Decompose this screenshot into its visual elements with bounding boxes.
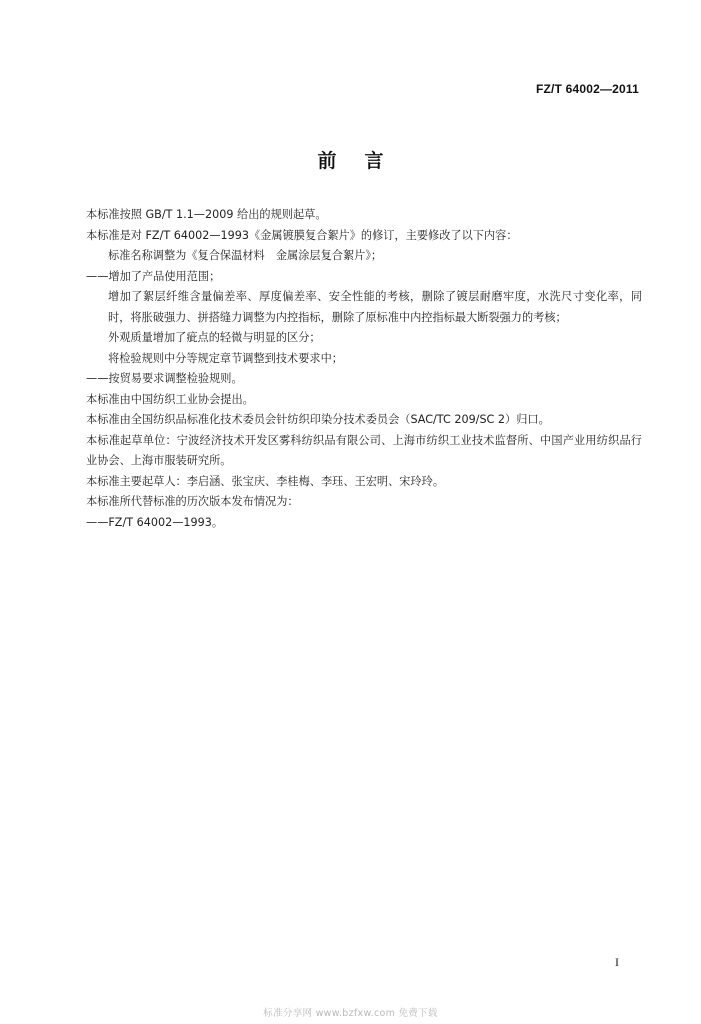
paragraph-appearance-quality: 外观质量增加了疵点的轻微与明显的区分； xyxy=(108,331,321,344)
page-number: I xyxy=(615,955,619,969)
paragraph-name-change: 标准名称调整为《复合保温材料 金属涂层复合絮片》； xyxy=(108,249,383,262)
paragraph-inspection-grading: 将检验规则中分等规定章节调整到技术要求中； xyxy=(108,351,343,365)
paragraph-trade-inspection: ——按贸易要求调整检验规则。 xyxy=(86,372,243,385)
paragraph-administered-by: 本标准由全国纺织品标准化技术委员会针纺织印染分技术委员会（SAC/TC 209/SC 2）归口。 xyxy=(86,413,550,426)
paragraph-previous-editions: 本标准所代替标准的历次版本发布情况为： xyxy=(86,495,299,508)
page-title: 前言 xyxy=(317,150,412,172)
paragraph-drafting-units: 本标准起草单位：宁波经济技术开发区雾科纺织品有限公司、上海市纺织工业技术监督所、中国产业用纺织品行业协会、上海市服装研究所。 xyxy=(86,433,642,467)
paragraph-revision-intro: 本标准是对 FZ/T 64002—1993《金属镀膜复合絮片》的修订，主要修改了以下内容： xyxy=(86,228,518,242)
standard-code: FZ/T 64002—2011 xyxy=(535,82,639,96)
paragraph-previous-edition-item: ——FZ/T 64002—1993。 xyxy=(86,515,224,529)
paragraph-scope-added: ——增加了产品使用范围； xyxy=(86,269,221,283)
watermark-text: 标准分享网 www.bzfxw.com 免费下载 xyxy=(263,1008,438,1019)
paragraph-drafting-rules: 本标准按照 GB/T 1.1—2009 给出的规则起草。 xyxy=(86,208,327,221)
paragraph-indicators-change: 增加了絮层纤维含量偏差率、厚度偏差率、安全性能的考核，删除了镀层耐磨牢度，水洗尺寸变化率，同时，将胀破强力、拼搭缝力调整为内控指标，删除了原标准中内控指标最大断裂强力的考核； xyxy=(108,290,642,324)
foreword-body xyxy=(62,205,642,533)
paragraph-drafters: 本标准主要起草人：李启涵、张宝庆、李桂梅、李珏、王宏明、宋玲玲。 xyxy=(86,474,445,488)
paragraph-proposed-by: 本标准由中国纺织工业协会提出。 xyxy=(86,392,254,406)
